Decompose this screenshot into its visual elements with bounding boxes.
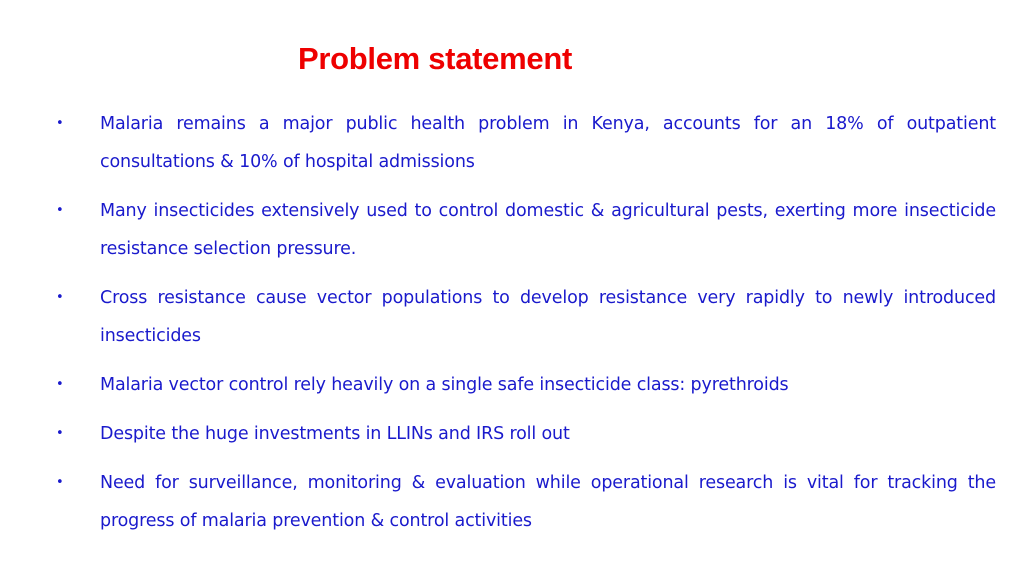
bullet-item <box>0 464 1024 540</box>
bullet-item <box>0 192 1024 268</box>
bullet-icon: • <box>56 475 64 490</box>
slide-title: Problem statement <box>298 41 572 76</box>
bullet-icon: • <box>56 116 64 131</box>
bullet-item <box>0 279 1024 355</box>
bullet-text: Malaria vector control rely heavily on a single safe insecticide class: pyrethroids <box>100 375 789 395</box>
bullet-item <box>0 366 1024 404</box>
bullet-text: Despite the huge investments in LLINs and IRS roll out <box>100 424 570 444</box>
bullet-list <box>0 105 1024 551</box>
bullet-text: Cross resistance cause vector populations to develop resistance very rapidly to newly introduced insecticides <box>100 288 996 346</box>
bullet-text: Need for surveillance, monitoring & evaluation while operational research is vital for tracking the progress of malaria prevention & control activities <box>100 473 996 531</box>
bullet-icon: • <box>56 426 64 441</box>
bullet-text: Many insecticides extensively used to control domestic & agricultural pests, exerting more insecticide resistance selection pressure. <box>100 201 996 259</box>
bullet-item <box>0 105 1024 181</box>
bullet-item <box>0 415 1024 453</box>
bullet-icon: • <box>56 203 64 218</box>
bullet-icon: • <box>56 377 64 392</box>
bullet-text: Malaria remains a major public health problem in Kenya, accounts for an 18% of outpatient consultations & 10% of hospital admissions <box>100 114 996 172</box>
bullet-icon: • <box>56 290 64 305</box>
